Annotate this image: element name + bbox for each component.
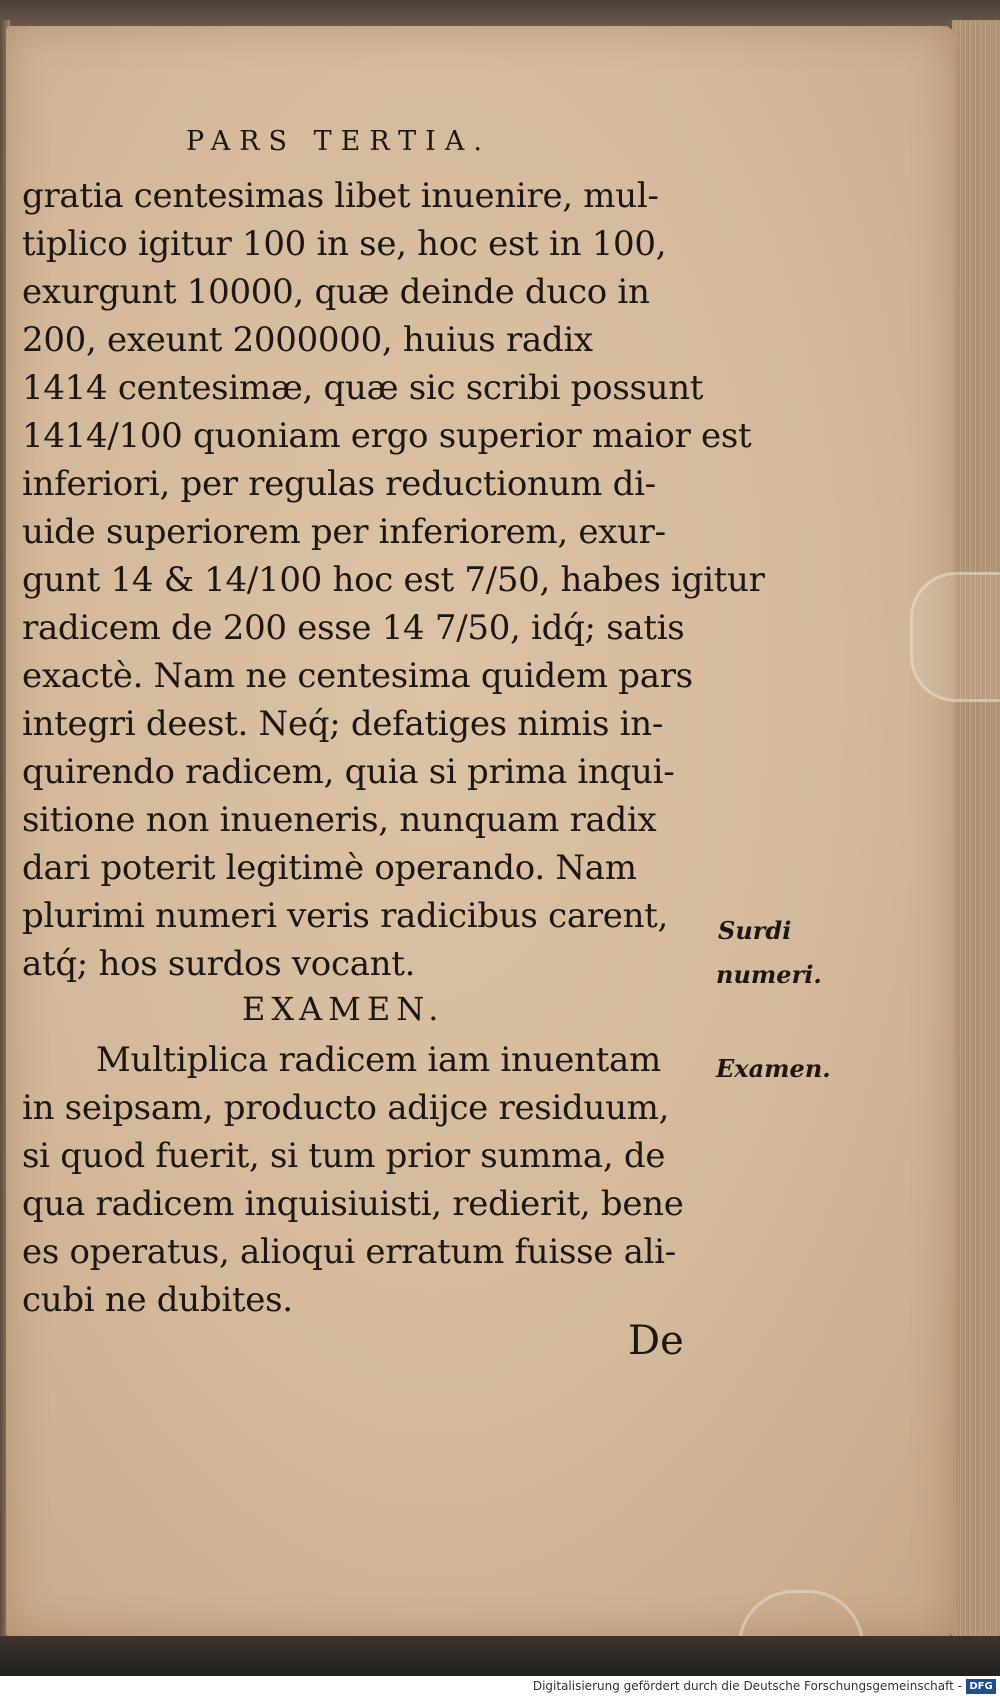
running-head: PARS TERTIA. <box>186 126 491 157</box>
text-line: gunt 14 & 14/100 hoc est 7/50, habes igitur <box>22 560 765 600</box>
margin-note-examen: Examen. <box>716 1054 831 1083</box>
text-line: integri deest. Neq́; defatiges nimis in- <box>22 704 664 744</box>
text-line: 1414/100 quoniam ergo superior maior est <box>22 416 752 456</box>
text-line: 200, exeunt 2000000, huius radix <box>22 320 593 360</box>
text-line: tiplico igitur 100 in se, hoc est in 100, <box>22 224 667 264</box>
catchword: De <box>628 1318 684 1364</box>
text-line: atq́; hos surdos vocant. <box>22 944 416 984</box>
text-line: dari poterit legitimè operando. Nam <box>22 848 637 888</box>
text-line: quirendo radicem, quia si prima inqui- <box>22 752 675 792</box>
text-line: exurgunt 10000, quæ deinde duco in <box>22 272 650 312</box>
text-line: in seipsam, producto adijce residuum, <box>22 1088 670 1128</box>
text-line: cubi ne dubites. <box>22 1280 293 1320</box>
book-top-edge <box>0 0 1000 28</box>
book-bottom-band <box>0 1636 1000 1676</box>
text-line: es operatus, alioqui erratum fuisse ali- <box>22 1232 676 1272</box>
dfg-logo-icon: DFG <box>966 1679 996 1694</box>
text-line: inferiori, per regulas reductionum di- <box>22 464 656 504</box>
text-line: 1414 centesimæ, quæ sic scribi possunt <box>22 368 704 408</box>
text-line: Multiplica radicem iam inuentam <box>96 1040 661 1080</box>
footer-credit: Digitalisierung gefördert durch die Deutsche Forschungsgemeinschaft - <box>532 1679 962 1693</box>
book-fore-edge <box>950 20 1000 1640</box>
text-line: radicem de 200 esse 14 7/50, idq́; satis <box>22 608 685 648</box>
footer-bar <box>0 1676 1000 1698</box>
text-line: uide superiorem per inferiorem, exur- <box>22 512 666 552</box>
page-clip-right <box>910 572 1000 702</box>
text-line: plurimi numeri veris radicibus carent, <box>22 896 669 936</box>
text-line: exactè. Nam ne centesima quidem pars <box>22 656 693 696</box>
text-line: qua radicem inquisiuisti, redierit, bene <box>22 1184 684 1224</box>
margin-note-numeri: numeri. <box>716 960 822 989</box>
text-line: gratia centesimas libet inuenire, mul- <box>22 176 659 216</box>
margin-note-surdi: Surdi <box>718 916 792 945</box>
text-line: si quod fuerit, si tum prior summa, de <box>22 1136 666 1176</box>
section-heading: EXAMEN. <box>242 990 445 1028</box>
text-line: sitione non inueneris, nunquam radix <box>22 800 657 840</box>
